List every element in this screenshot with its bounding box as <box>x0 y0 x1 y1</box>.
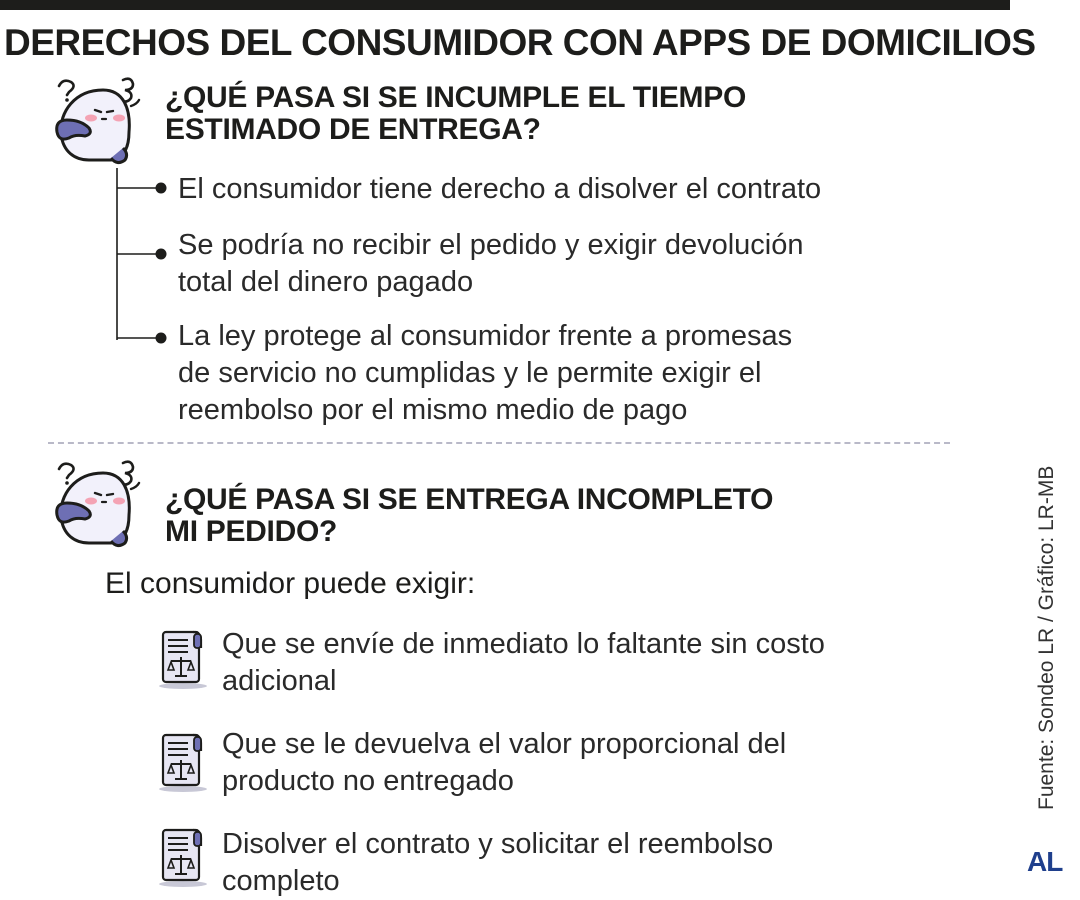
bullet-line: La ley protege al consumidor frente a promesas <box>178 320 793 352</box>
item-line: Disolver el contrato y solicitar el reembolso <box>222 828 774 860</box>
question-line: ESTIMADO DE ENTREGA? <box>165 113 541 146</box>
bullet-dot <box>156 183 167 194</box>
bullet-dot <box>156 249 167 260</box>
intro-text: El consumidor puede exigir: <box>105 567 476 600</box>
item-line: completo <box>222 865 340 897</box>
item-line: Que se le devuelva el valor proporcional del <box>222 728 787 760</box>
question-line: ¿QUÉ PASA SI SE ENTREGA INCOMPLETO <box>165 483 774 516</box>
item-line: Que se envíe de inmediato lo faltante sin costo <box>222 628 825 660</box>
bullet-item <box>178 171 821 208</box>
question-title-1 <box>165 82 746 146</box>
bullet-dot <box>156 333 167 344</box>
law-document-icon <box>155 731 211 793</box>
bullet-item <box>178 318 792 429</box>
bullet-line: Se podría no recibir el pedido y exigir devolución <box>178 229 804 261</box>
list-item <box>222 626 825 700</box>
law-document-icon <box>155 628 211 690</box>
question-line: MI PEDIDO? <box>165 515 338 548</box>
source-credit: Fuente: Sondeo LR / Gráfico: LR-MB <box>1035 465 1058 810</box>
brand-logo: AL <box>1027 846 1063 877</box>
page-title: DERECHOS DEL CONSUMIDOR CON APPS DE DOMICILIOS <box>4 22 1036 63</box>
confused-mascot-icon <box>45 72 155 172</box>
bullet-item <box>178 227 803 301</box>
list-item <box>222 726 786 800</box>
section-divider <box>48 442 950 444</box>
question-title-2 <box>165 484 773 548</box>
bullet-line: reembolso por el mismo medio de pago <box>178 394 688 426</box>
list-item <box>222 826 773 900</box>
law-document-icon <box>155 826 211 888</box>
confused-mascot-icon <box>45 455 155 555</box>
bullet-line: de servicio no cumplidas y le permite exigir el <box>178 357 762 389</box>
item-line: producto no entregado <box>222 765 514 797</box>
question-line: ¿QUÉ PASA SI SE INCUMPLE EL TIEMPO <box>165 81 746 114</box>
bullet-line: El consumidor tiene derecho a disolver el contrato <box>178 173 822 205</box>
bullet-line: total del dinero pagado <box>178 266 474 298</box>
top-bar <box>0 0 1010 10</box>
item-line: adicional <box>222 665 337 697</box>
